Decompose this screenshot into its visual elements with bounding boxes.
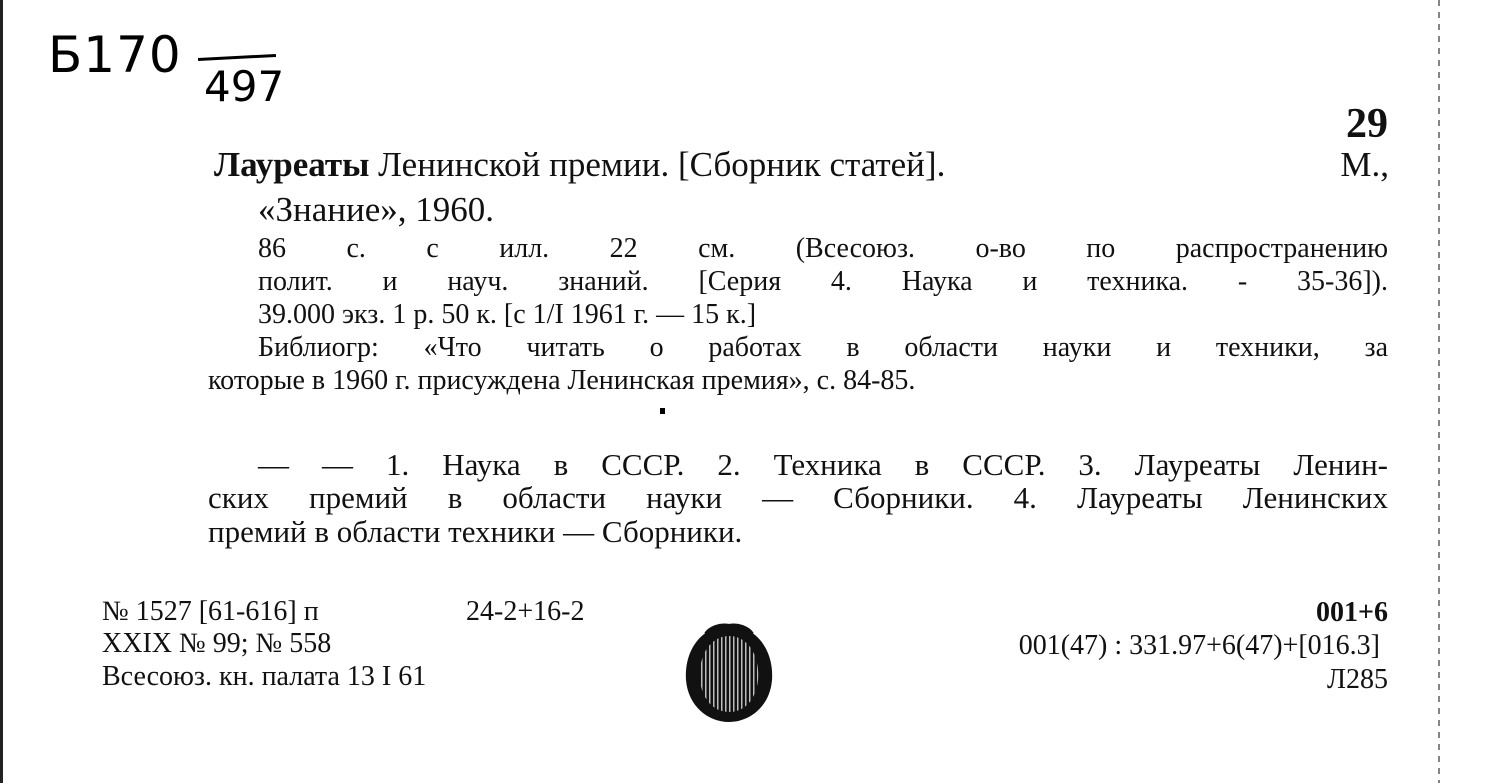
ink-dot [660, 408, 665, 414]
card-right-edge [1438, 0, 1440, 783]
classification-main: 001+6 [1316, 597, 1388, 628]
publisher-line: «Знание», 1960. [258, 190, 495, 229]
handwritten-fraction-line [198, 54, 276, 61]
card-left-edge [0, 0, 3, 783]
subject-line: ских премий в области науки — Сборники. 4. Лауреаты Ленинских [208, 480, 1388, 515]
title-bold: Лауреаты [214, 145, 370, 184]
shell-emblem-icon [680, 622, 778, 724]
subject-line: — — 1. Наука в СССР. 2. Техника в СССР. 3. Лауреаты Ленин- [258, 447, 1388, 482]
subject-line: премий в области техники — Сборники. [208, 514, 743, 549]
footer-chamber: Всесоюз. кн. палата 13 I 61 [102, 661, 427, 692]
description-line: которые в 1960 г. присуждена Ленинская премия», с. 84-85. [208, 365, 916, 396]
description-line: Библиогр: «Что читать о работах в области науки и техники, за [258, 332, 1388, 363]
footer-registry: № 1527 [61-616] п [102, 596, 319, 627]
title-rest: Ленинской премии. [Сборник статей]. [378, 145, 946, 184]
footer-registry-code: 24-2+16-2 [466, 596, 585, 627]
handwritten-code: Б170 [48, 26, 182, 84]
title-text [214, 145, 945, 185]
footer-volume: XXIX № 99; № 558 [102, 628, 332, 659]
title-city: М., [1340, 145, 1389, 184]
description-line: полит. и науч. знаний. [Серия 4. Наука и техника. - 35-36]). [258, 266, 1388, 297]
card-number: 29 [1346, 101, 1388, 147]
classification-udc: 001(47) : 331.97+6(47)+[016.3] [1018, 630, 1380, 661]
classification-author-sign: Л285 [1327, 664, 1388, 695]
title-line [214, 145, 1389, 185]
handwritten-number: 497 [204, 62, 285, 111]
description-line: 86 с. с илл. 22 см. (Всесоюз. о-во по распространению [258, 233, 1388, 264]
description-line: 39.000 экз. 1 р. 50 к. [с 1/I 1961 г. — 15 к.] [258, 299, 757, 330]
